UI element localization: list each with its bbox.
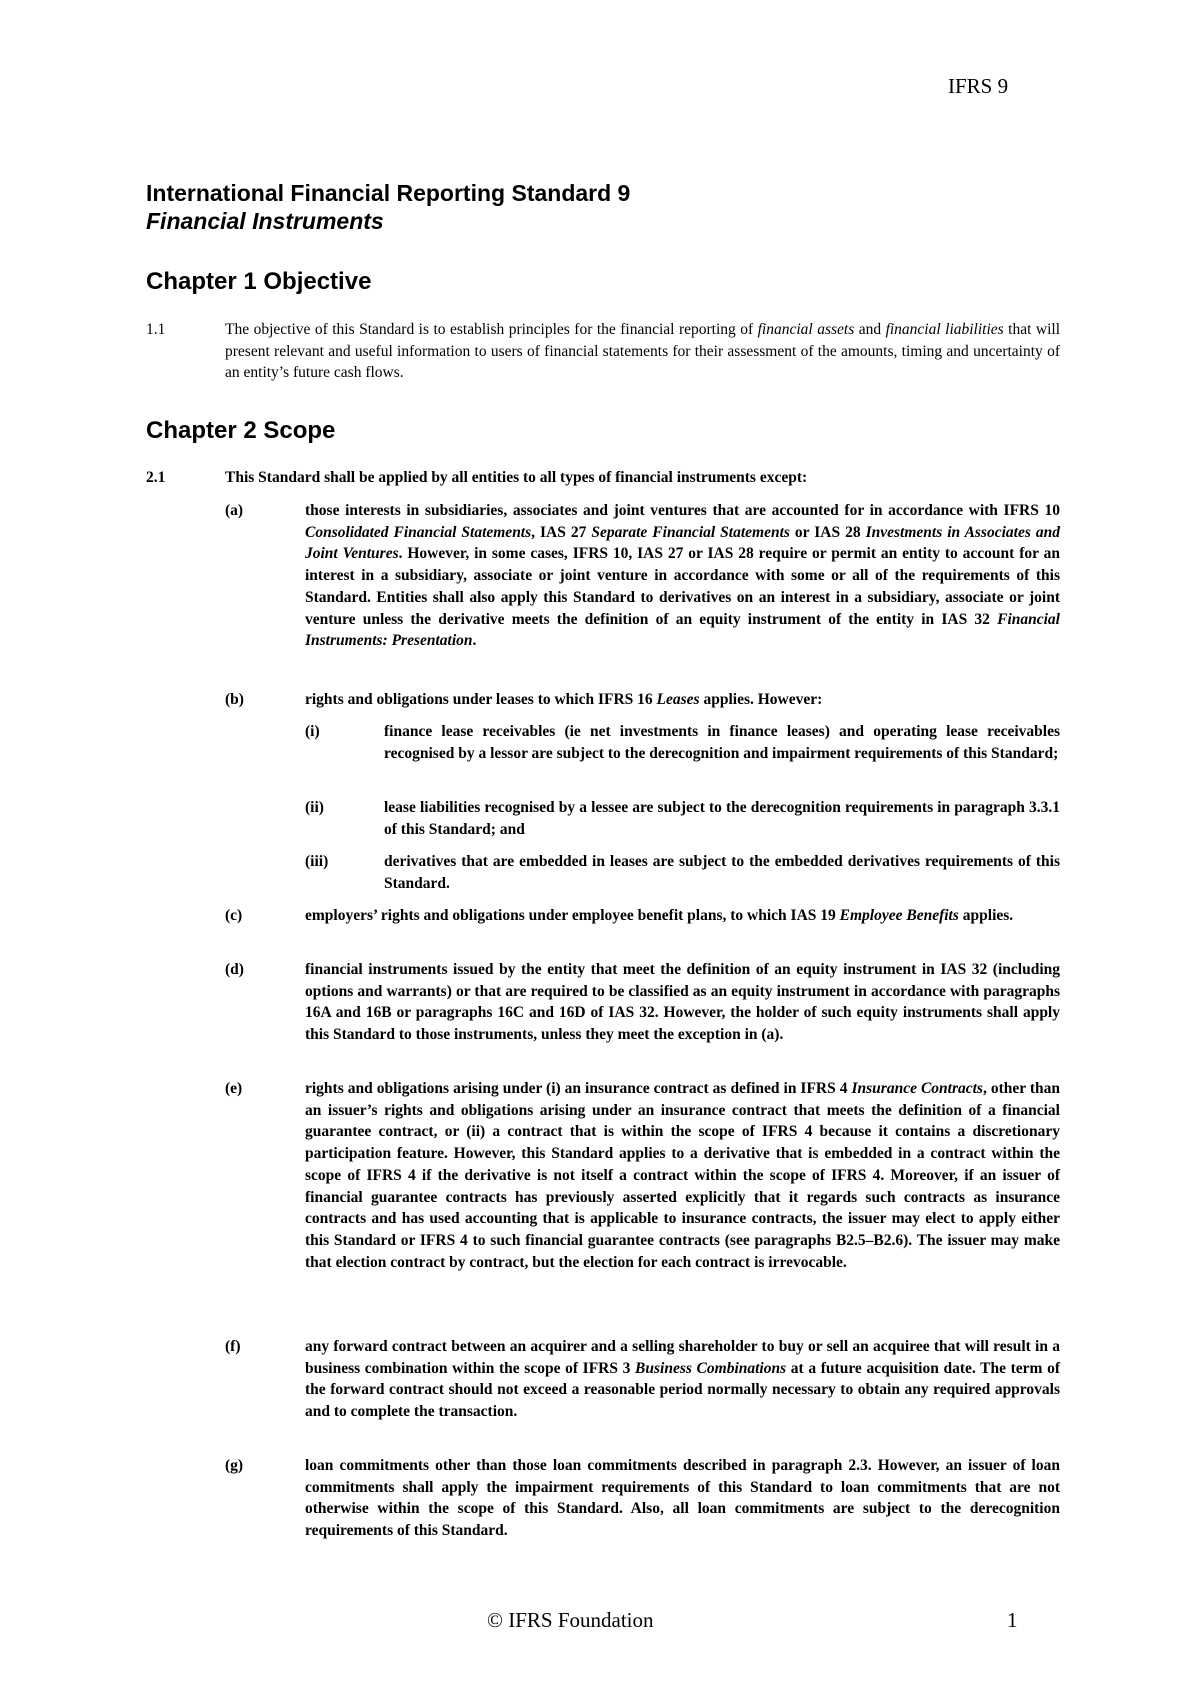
- document-title: International Financial Reporting Standard 9: [146, 180, 631, 206]
- item-f-label: (f): [225, 1338, 241, 1355]
- paragraph-2-1: This Standard shall be applied by all entities to all types of financial instruments except:: [225, 469, 808, 486]
- item-a-text: those interests in subsidiaries, associates and joint ventures that are accounted for in accordance with IFRS 10 Consolidated Financial Statements, IAS 27 Separate Financial Statements or IAS 28 Investments in Associates and Joint Ventures. However, in some cases, IFRS 10, IAS 27 or IAS 28 require or permit an entity to account for an interest in a subsidiary, associate or joint venture in accordance with some or all of the requirements of this Standard. Entities shall also apply this Standard to derivatives on an interest in a subsidiary, associate or joint venture unless the derivative meets the definition of an equity instrument of the entity in IAS 32 Financial Instruments: Presentation.: [305, 502, 1060, 650]
- item-b-i-text: finance lease receivables (ie net investments in finance leases) and operating lease receivables recognised by a lessor are subject to the derecognition and impairment requirements of this Standard;: [384, 723, 1060, 762]
- chapter-1-heading: Chapter 1 Objective: [146, 268, 372, 295]
- item-e-label: (e): [225, 1080, 243, 1097]
- running-head: IFRS 9: [948, 74, 1009, 98]
- paragraph-number-2-1: 2.1: [146, 469, 166, 486]
- item-c-label: (c): [225, 907, 243, 924]
- item-a-label: (a): [225, 502, 244, 519]
- item-b-iii-text: derivatives that are embedded in leases are subject to the embedded derivatives requirements of this Standard.: [384, 853, 1060, 892]
- item-g-label: (g): [225, 1457, 244, 1474]
- item-d-label: (d): [225, 961, 244, 978]
- item-b-iii-label: (iii): [305, 853, 329, 870]
- item-b-ii-label: (ii): [305, 799, 324, 816]
- item-f-text: any forward contract between an acquirer and a selling shareholder to buy or sell an acquiree that will result in a business combination within the scope of IFRS 3 Business Combinations at a future acquisition date. The term of the forward contract should not exceed a reasonable period normally necessary to obtain any required approvals and to complete the transaction.: [305, 1338, 1061, 1421]
- item-c-text: employers’ rights and obligations under employee benefit plans, to which IAS 19 Employee Benefits applies.: [305, 907, 1014, 924]
- item-b-i-label: (i): [305, 723, 320, 740]
- chapter-2-heading: Chapter 2 Scope: [146, 417, 336, 444]
- item-b-ii-text: lease liabilities recognised by a lessee are subject to the derecognition requirements in paragraph 3.3.1 of this Standard; and: [384, 799, 1060, 838]
- item-b-label: (b): [225, 691, 244, 708]
- item-e-text: rights and obligations arising under (i) an insurance contract as defined in IFRS 4 Insurance Contracts, other than an issuer’s rights and obligations arising under an insurance contract that meets the definition of a financial guarantee contract, or (ii) a contract that is within the scope of IFRS 4 because it contains a discretionary participation feature. However, this Standard applies to a derivative that is embedded in a contract within the scope of IFRS 4 if the derivative is not itself a contract within the scope of IFRS 4. Moreover, if an issuer of financial guarantee contracts has previously asserted explicitly that it regards such contracts as insurance contracts and has used accounting that is applicable to insurance contracts, the issuer may elect to apply either this Standard or IFRS 4 to such financial guarantee contracts (see paragraphs B2.5–B2.6). The issuer may make that election contract by contract, but the election for each contract is irrevocable.: [305, 1080, 1060, 1271]
- item-d-text: financial instruments issued by the entity that meet the definition of an equity instrument in IAS 32 (including options and warrants) or that are required to be classified as an equity instrument in accordance with paragraphs 16A and 16B or paragraphs 16C and 16D of IAS 32. However, the holder of such equity instruments shall apply this Standard to those instruments, unless they meet the exception in (a).: [305, 961, 1060, 1044]
- footer-copyright: © IFRS Foundation: [487, 1608, 654, 1632]
- document-subtitle: Financial Instruments: [146, 208, 384, 234]
- paragraph-1-1: The objective of this Standard is to establish principles for the financial reporting of financial assets and financial liabilities that will present relevant and useful information to users of financial statements for their assessment of the amounts, timing and uncertainty of an entity’s future cash flows.: [225, 321, 1060, 382]
- item-g-text: loan commitments other than those loan commitments described in paragraph 2.3. However, an issuer of loan commitments shall apply the impairment requirements of this Standard to loan commitments that are not otherwise within the scope of this Standard. Also, all loan commitments are subject to the derecognition requirements of this Standard.: [305, 1457, 1060, 1540]
- paragraph-number-1-1: 1.1: [146, 321, 166, 338]
- item-b-text: rights and obligations under leases to which IFRS 16 Leases applies. However:: [305, 691, 823, 708]
- page-number: 1: [1007, 1608, 1018, 1632]
